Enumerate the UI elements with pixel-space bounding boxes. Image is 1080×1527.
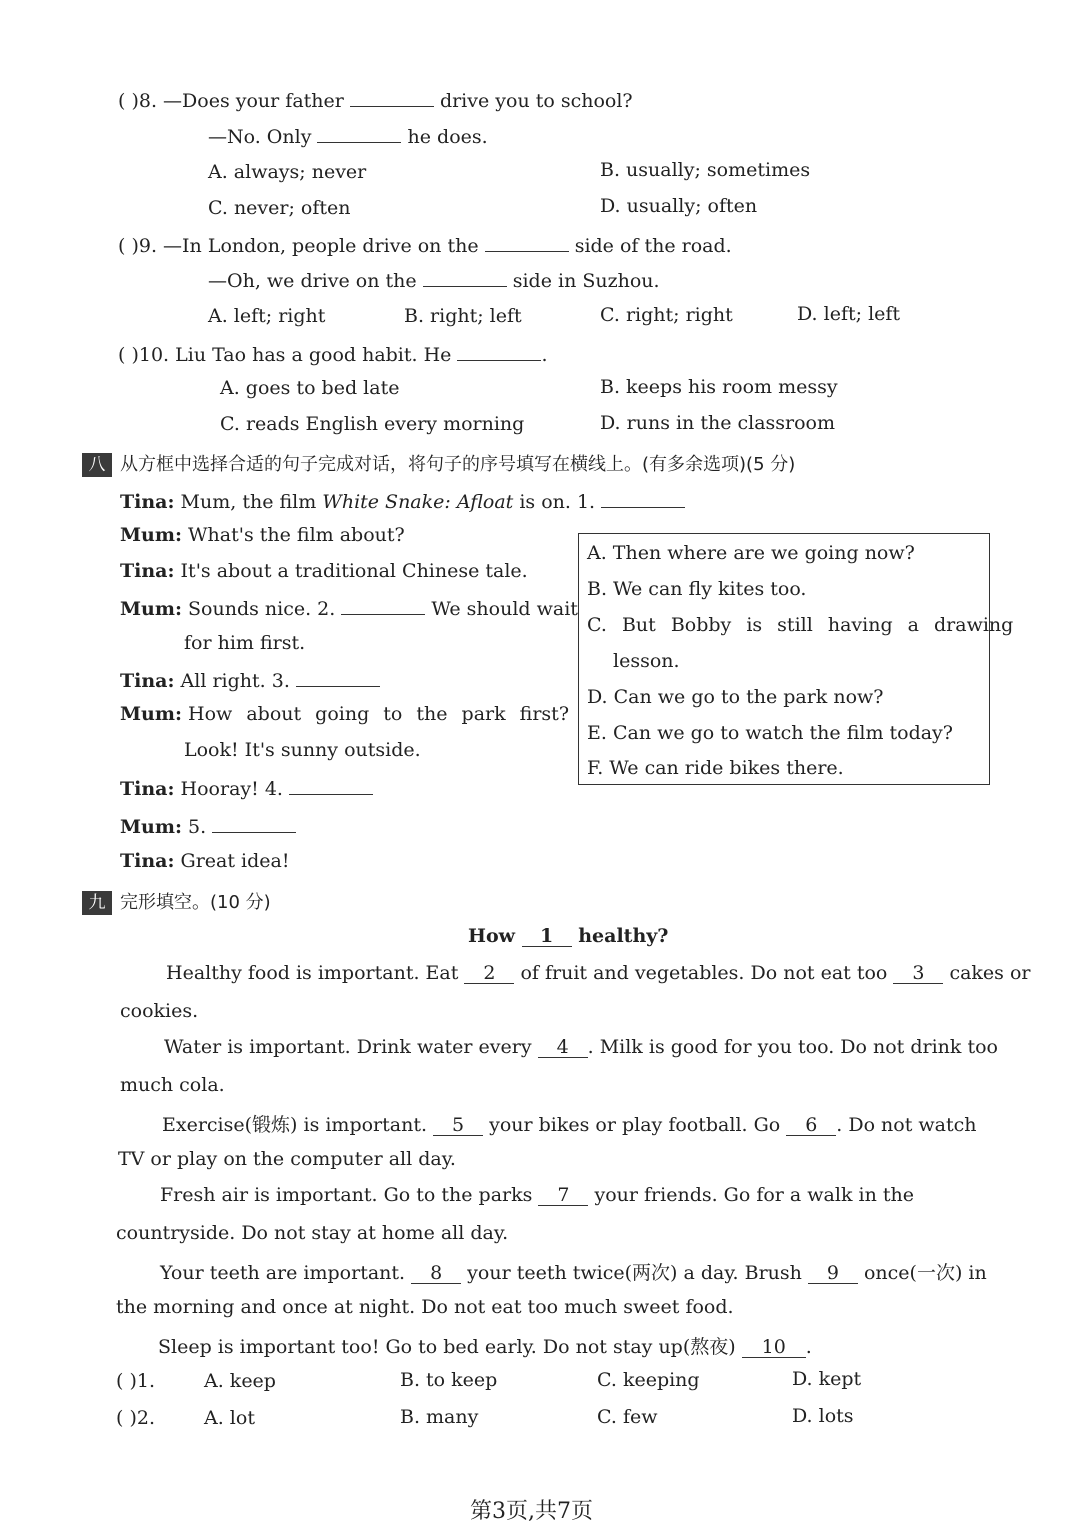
cloze-q1-number: ( )1.: [116, 1370, 155, 1392]
cloze-blank-1[interactable]: 1: [522, 926, 572, 947]
q8-reply-line: [208, 124, 488, 148]
text: .: [805, 1336, 812, 1358]
dialogue-line-7: [120, 776, 373, 800]
box-option-c: C. But Bobby is still having a drawing: [587, 614, 1014, 636]
q8-number: ( )8.: [118, 90, 157, 112]
box-option-b: B. We can fly kites too.: [587, 578, 807, 600]
q8-stem-line: [118, 88, 633, 112]
speaker: Mum:: [120, 816, 182, 838]
paragraph-3-line-2: TV or play on the computer all day.: [118, 1148, 456, 1170]
section8-instruction: 从方框中选择合适的句子完成对话，将句子的序号填写在横线上。(有多余选项)(5 分): [120, 454, 796, 475]
dialogue-line-3: [120, 560, 528, 582]
options-box: [578, 533, 1014, 785]
q8-option-b: B. usually; sometimes: [600, 159, 811, 181]
section8-header: [82, 450, 795, 477]
box-option-e: E. Can we go to watch the film today?: [587, 722, 953, 744]
cloze-blank-5[interactable]: 5: [433, 1115, 483, 1136]
cloze-q2-option-a: A. lot: [204, 1407, 255, 1429]
paragraph-4-line-2: countryside. Do not stay at home all day.: [116, 1222, 509, 1244]
text: . Milk is good for you too. Do not drink too: [587, 1036, 998, 1058]
paragraph-5-line-1: [160, 1258, 987, 1285]
text: Sleep is important too! Go to bed early. Do not stay up(熬夜): [158, 1336, 736, 1358]
paragraph-5-line-2: the morning and once at night. Do not eat too much sweet food.: [116, 1296, 734, 1318]
text: Healthy food is important. Eat: [166, 962, 459, 984]
q8-option-d: D. usually; often: [600, 195, 758, 217]
dialogue-line-6-cont: Look! It's sunny outside.: [184, 739, 421, 761]
dialogue-blank-4[interactable]: [289, 776, 373, 795]
q9-reply-line: [208, 268, 660, 292]
q10-option-c: C. reads English every morning: [220, 413, 525, 435]
q9-stem: —In London, people drive on the: [163, 235, 479, 257]
dialogue-text: Mum, the film: [180, 491, 323, 513]
dialogue-line-4-cont: for him first.: [184, 632, 306, 654]
dialogue-text: 5.: [188, 816, 207, 838]
speaker: Mum:: [120, 598, 182, 620]
cloze-blank-7[interactable]: 7: [538, 1185, 588, 1206]
page-footer: 第3页,共7页: [470, 1499, 593, 1524]
speaker: Tina:: [120, 778, 175, 800]
speaker: Mum:: [120, 703, 182, 725]
paragraph-2-line-2: much cola.: [120, 1074, 225, 1096]
text: Exercise(锻炼) is important.: [162, 1114, 428, 1136]
cloze-q1-option-d: D. kept: [792, 1368, 862, 1390]
cloze-q2-option-b: B. many: [400, 1406, 479, 1428]
dialogue-text: It's about a traditional Chinese tale.: [180, 560, 528, 582]
dialogue-line-4: [120, 596, 578, 620]
dialogue-text: What's the film about?: [188, 524, 405, 546]
text: your teeth twice(两次) a day. Brush: [467, 1262, 802, 1284]
q9-number: ( )9.: [118, 235, 157, 257]
q10-blank[interactable]: [457, 342, 541, 361]
text: your bikes or play football. Go: [489, 1114, 781, 1136]
box-option-a: A. Then where are we going now?: [587, 542, 915, 564]
dialogue-line-8: [120, 814, 296, 838]
dialogue-blank-3[interactable]: [296, 668, 380, 687]
box-option-d: D. Can we go to the park now?: [587, 686, 884, 708]
paragraph-6-line-1: [158, 1332, 812, 1359]
dialogue-blank-2[interactable]: [341, 596, 425, 615]
section8-tag: 八: [82, 453, 112, 477]
cloze-blank-10[interactable]: 10: [742, 1337, 806, 1358]
text: Fresh air is important. Go to the parks: [160, 1184, 533, 1206]
section9-tag: 九: [82, 891, 112, 915]
speaker: Tina:: [120, 850, 175, 872]
q10-number: ( )10.: [118, 344, 170, 366]
dialogue-line-2: [120, 524, 405, 546]
speaker: Tina:: [120, 670, 175, 692]
cloze-blank-8[interactable]: 8: [411, 1263, 461, 1284]
film-title: White Snake: Afloat: [322, 491, 514, 513]
cloze-blank-2[interactable]: 2: [464, 963, 514, 984]
q9-option-a: A. left; right: [208, 305, 326, 327]
dialogue-text-after: We should wait: [431, 598, 578, 620]
q10-option-a: A. goes to bed late: [220, 377, 400, 399]
text: your friends. Go for a walk in the: [594, 1184, 914, 1206]
paragraph-3-line-1: [162, 1110, 977, 1137]
cloze-q2-option-d: D. lots: [792, 1405, 854, 1427]
dialogue-line-5: [120, 668, 380, 692]
cloze-blank-9[interactable]: 9: [808, 1263, 858, 1284]
section9-header: [82, 888, 271, 915]
paragraph-1-line-2: cookies.: [120, 1000, 199, 1022]
text: Your teeth are important.: [160, 1262, 406, 1284]
q10-option-d: D. runs in the classroom: [600, 412, 836, 434]
passage-title: [468, 925, 668, 947]
dialogue-line-9: [120, 850, 290, 872]
cloze-q1-option-c: C. keeping: [597, 1369, 700, 1391]
cloze-q2-number: ( )2.: [116, 1407, 155, 1429]
paragraph-2-line-1: [164, 1036, 998, 1058]
speaker: Mum:: [120, 524, 182, 546]
q8-blank-2[interactable]: [317, 124, 401, 143]
q10-option-b: B. keeps his room messy: [600, 376, 838, 398]
dialogue-line-6: [120, 703, 569, 725]
q10-stem-line: [118, 342, 548, 366]
q8-stem-after: drive you to school?: [439, 90, 633, 112]
paragraph-4-line-1: [160, 1184, 914, 1206]
box-option-f: F. We can ride bikes there.: [587, 757, 844, 779]
text: Water is important. Drink water every: [164, 1036, 532, 1058]
text: once(一次) in: [863, 1262, 987, 1284]
cloze-blank-3[interactable]: 3: [893, 963, 943, 984]
q9-reply: —Oh, we drive on the: [208, 270, 417, 292]
q8-option-a: A. always; never: [208, 161, 367, 183]
speaker: Tina:: [120, 560, 175, 582]
q8-option-c: C. never; often: [208, 197, 351, 219]
q10-stem: Liu Tao has a good habit. He: [175, 344, 452, 366]
q8-blank-1[interactable]: [350, 88, 434, 107]
dialogue-blank-1[interactable]: [601, 489, 685, 508]
q9-blank-2[interactable]: [423, 268, 507, 287]
dialogue-text: Hooray! 4.: [180, 778, 283, 800]
section9-instruction: 完形填空。(10 分): [120, 892, 271, 913]
text: of fruit and vegetables. Do not eat too: [520, 962, 888, 984]
cloze-q1-option-b: B. to keep: [400, 1369, 498, 1391]
q9-stem-after: side of the road.: [574, 235, 732, 257]
q8-reply: —No. Only: [208, 126, 312, 148]
q9-option-c: C. right; right: [600, 304, 733, 326]
speaker: Tina:: [120, 491, 175, 513]
dialogue-text: Great idea!: [180, 850, 290, 872]
cloze-q2-option-c: C. few: [597, 1406, 658, 1428]
cloze-blank-4[interactable]: 4: [538, 1037, 588, 1058]
q8-reply-after: he does.: [407, 126, 488, 148]
paragraph-1-line-1: [166, 962, 1030, 984]
q9-stem-line: [118, 233, 732, 257]
q9-blank-1[interactable]: [485, 233, 569, 252]
dialogue-text: Sounds nice. 2.: [188, 598, 336, 620]
cloze-q1-option-a: A. keep: [204, 1370, 276, 1392]
title-after: healthy?: [578, 925, 669, 947]
q9-option-b: B. right; left: [404, 305, 522, 327]
dialogue-blank-5[interactable]: [212, 814, 296, 833]
box-option-c-cont: lesson.: [613, 650, 680, 672]
dialogue-text-after: is on. 1.: [513, 491, 596, 513]
q8-stem: —Does your father: [163, 90, 344, 112]
title-before: How: [468, 925, 515, 947]
q10-stem-after: .: [541, 344, 548, 366]
dialogue-text: How about going to the park first?: [188, 703, 570, 725]
q9-reply-after: side in Suzhou.: [512, 270, 660, 292]
cloze-blank-6[interactable]: 6: [786, 1115, 836, 1136]
q9-option-d: D. left; left: [797, 303, 901, 325]
dialogue-line-1: [120, 489, 685, 513]
text: cakes or: [949, 962, 1031, 984]
text: . Do not watch: [836, 1114, 977, 1136]
dialogue-text: All right. 3.: [180, 670, 290, 692]
